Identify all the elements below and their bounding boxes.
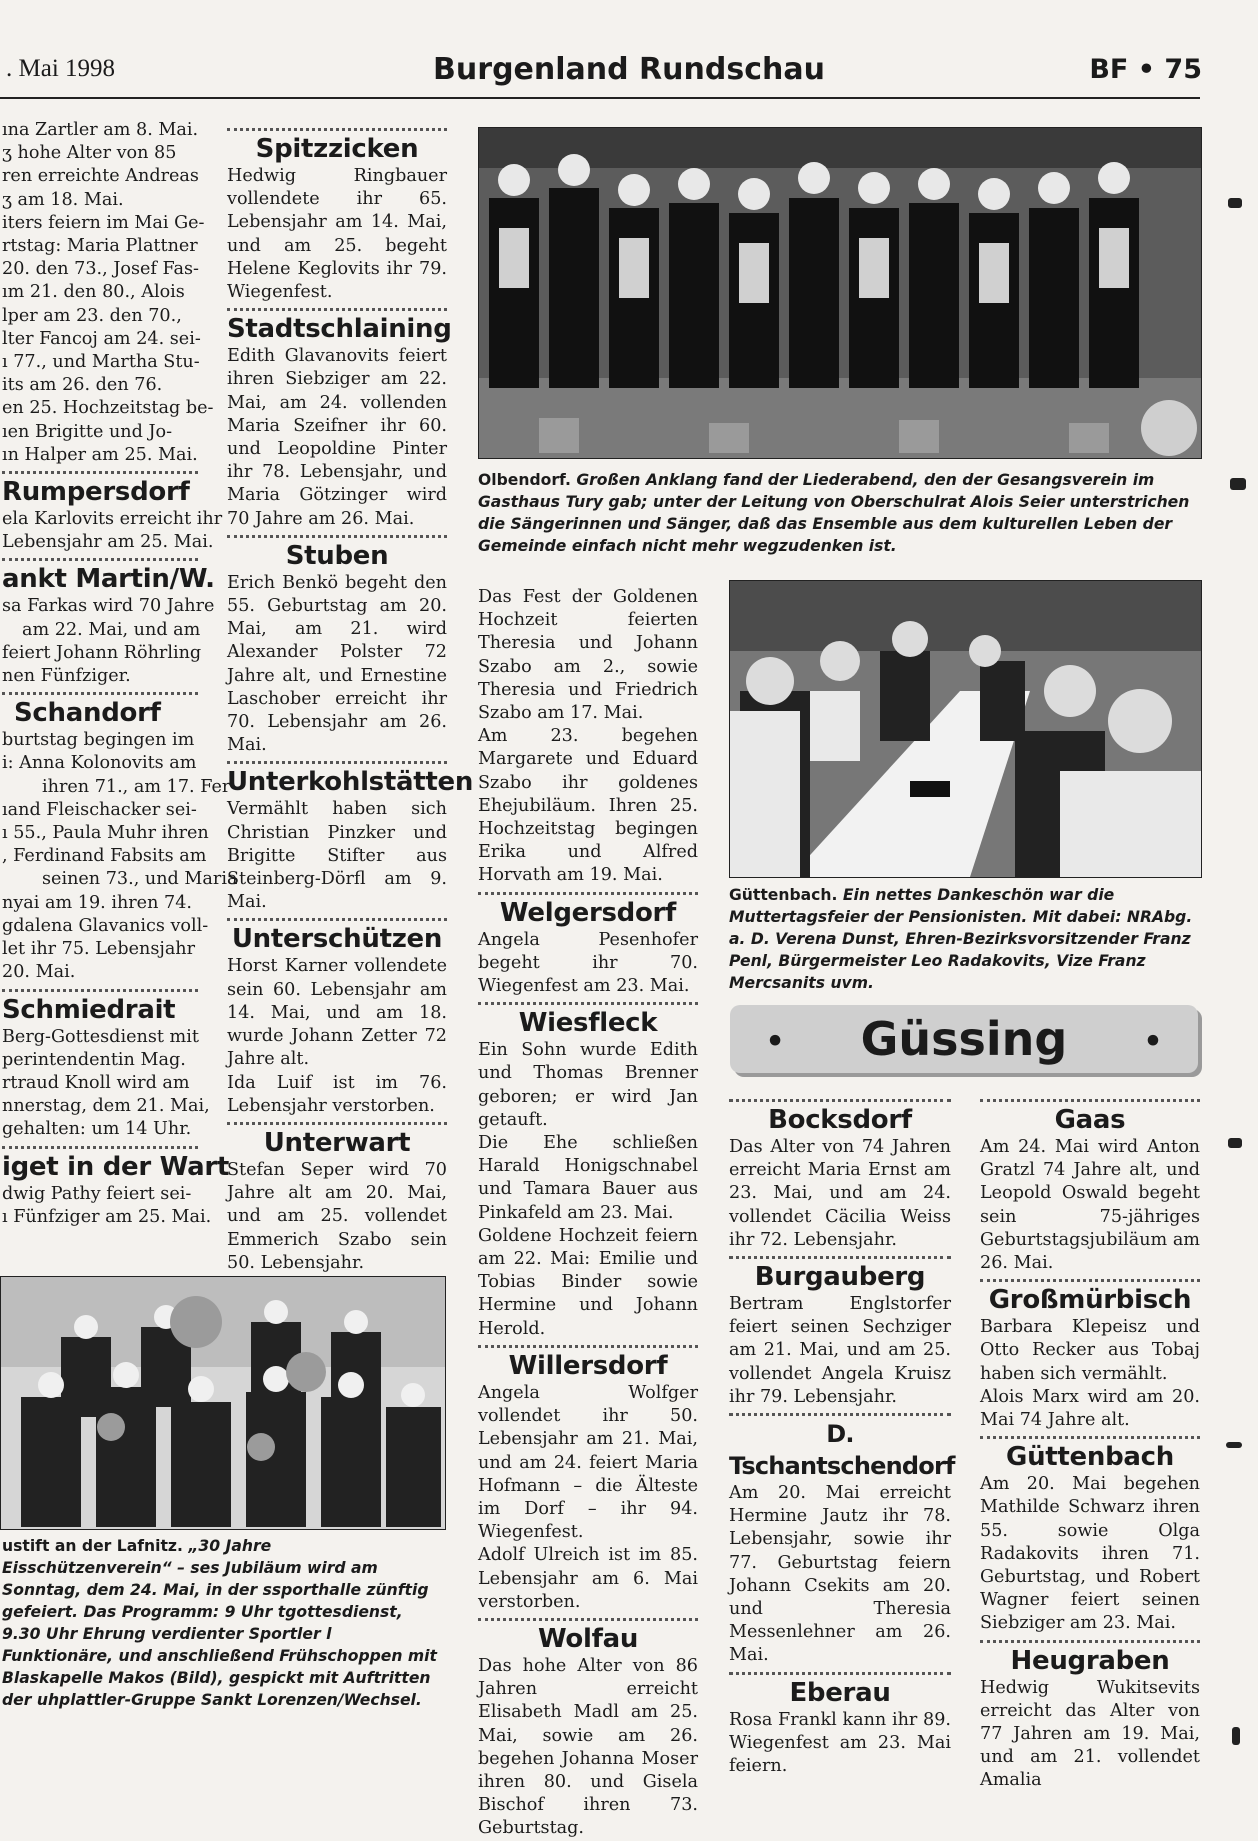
text-line: sa Farkas wird 70 Jahre <box>2 596 215 617</box>
newspaper-title: Burgenland Rundschau <box>433 52 825 87</box>
section-text: Am 20. Mai begehen Mathilde Schwarz ihren 55. sowie Olga Radakovits ihren 71. Geburtstag, und Robert Wagner feiert seinen Siebziger am 23. Mai. <box>980 1474 1200 1634</box>
text-line: ʒ am 18. Mai. <box>2 189 124 210</box>
text-line: ʒ hohe Alter von 85 <box>2 143 177 164</box>
text-line: its am 26. den 76. <box>2 375 163 396</box>
section-title: Schandorf <box>14 698 161 729</box>
text-line: nen Fünfziger. <box>2 666 131 687</box>
text-line: i: Anna Kolonovits am <box>2 753 197 774</box>
section-divider <box>227 761 447 764</box>
section-text: Rosa Frankl kann ihr 89. Wiegenfest am 23. Mai feiern. <box>729 1709 951 1777</box>
pensioners-illustration <box>730 581 1201 877</box>
section-title: Stadtschlaining <box>227 314 452 345</box>
text-line: rtraud Knoll wird am <box>2 1072 190 1093</box>
banner-title: Güssing <box>860 1012 1068 1066</box>
section-title: Welgersdorf <box>499 897 677 928</box>
text-line: iters feiern im Mai Ge- <box>2 212 205 233</box>
caption-lafnitz <box>2 1535 446 1711</box>
text-line: feiert Johann Röhrling <box>2 642 202 663</box>
section-title: Bocksdorf <box>768 1105 912 1135</box>
section-text: Barbara Klepeisz und Otto Recker aus Tobaj haben sich vermählt. <box>980 1317 1200 1384</box>
section-divider <box>2 989 198 992</box>
section-text: Hedwig Wukitsevits erreicht das Alter von 77 Jahren am 19. Mai, und am 21. vollendet Amalia <box>980 1677 1200 1791</box>
text-line: ı 55., Paula Muhr ihren <box>2 823 209 844</box>
section-text: Angela Wolfger vollendet ihr 50. Lebensjahr am 21. Mai, und am 24. feiert Maria Hofmann – die Älteste im Dorf – ihr 94. Wiegenfest. <box>478 1382 698 1543</box>
scan-mark <box>1230 478 1246 490</box>
text-line: am 22. Mai, und am <box>22 619 201 640</box>
caption-olbendorf <box>478 469 1203 557</box>
text-line: nyai am 19. ihren 74. <box>2 892 193 913</box>
section-text: Bertram Englstorfer feiert seinen Sechziger am 21. Mai, und am 25. vollendet Angela Kruisz ihr 79. Lebensjahr. <box>729 1294 951 1407</box>
bullet-dot: • <box>765 1024 785 1060</box>
section-text: Edith Glavanovits feiert ihren Siebziger am 22. Mai, am 24. vollenden Maria Szeifner ihr 60. und Leopoldine Pinter ihr 78. Lebensjahr, und Maria Götzinger wird 70 Jahre am 26. Mai. <box>227 346 447 529</box>
bullet-dot: • <box>1143 1024 1163 1060</box>
section-text: Ida Luif ist im 76. Lebensjahr verstorben. <box>227 1072 447 1116</box>
text-line: , Ferdinand Fabsits am <box>2 846 207 867</box>
section-title: Spitzzicken <box>255 134 419 164</box>
section-title: Gaas <box>1054 1105 1126 1135</box>
caption-place: Güttenbach. <box>729 886 838 904</box>
scan-mark <box>1228 1138 1242 1148</box>
text-line: burtstag begingen im <box>2 730 195 751</box>
choir-illustration <box>479 128 1201 458</box>
section-text: Das Fest der Goldenen Hochzeit feierten Theresia und Johann Szabo am 2., sowie Theresia und Friedrich Szabo am 17. Mai. <box>478 587 698 724</box>
district-banner-guessing <box>730 1005 1198 1073</box>
caption-text: Ein nettes Dankeschön war die Muttertagsfeier der Pensionisten. Mit dabei: NRAbg. a. D. Verena Dunst, Ehren-Bezirksvorsitzender Franz Penl, Bürgermeister Leo Radakovits, Vize Franz Mercsanits uvm. <box>729 886 1193 992</box>
text-line: ına Zartler am 8. Mai. <box>2 120 199 140</box>
section-text: Die Ehe schließen Harald Honigschnabel und Tamara Bauer aus Pinkafeld am 23. Mai. <box>478 1133 698 1223</box>
text-line: Lebensjahr am 25. Mai. <box>2 532 214 553</box>
text-line: 20. Mai. <box>2 962 76 983</box>
text-line: lper am 23. den 70., <box>2 305 182 326</box>
text-line: gdalena Glavanics voll- <box>2 915 209 936</box>
column-3 <box>478 586 698 1841</box>
section-title: Unterwart <box>263 1127 411 1158</box>
photo-brass-band <box>0 1276 446 1530</box>
section-divider <box>227 1122 447 1125</box>
section-title: Wiesfleck <box>518 1008 658 1039</box>
text-line: gehalten: um 14 Uhr. <box>2 1119 192 1140</box>
text-line: dwig Pathy feiert sei- <box>2 1183 192 1204</box>
section-text: Angela Pesenhofer begeht ihr 70. Wiegenfest am 23. Mai. <box>478 929 698 997</box>
section-text: Goldene Hochzeit feiern am 22. Mai: Emilie und Tobias Binder sowie Hermine und Johann Herold. <box>478 1225 698 1339</box>
section-text: Ein Sohn wurde Edith und Thomas Brenner geboren; er wird Jan getauft. <box>478 1040 698 1130</box>
section-text: Das Alter von 74 Jahren erreicht Maria Ernst am 23. Mai, und am 24. vollendet Cäcilia Weiss ihr 72. Lebensjahr. <box>729 1137 951 1250</box>
section-title: Heugraben <box>1010 1645 1170 1676</box>
section-text: Am 24. Mai wird Anton Gratzl 74 Jahre alt, und Leopold Oswald begeht sein 75-jähriges Geburtstagsjubiläum am 26. Mai. <box>980 1137 1200 1274</box>
scan-mark <box>1228 198 1242 208</box>
section-title: Unterschützen <box>231 924 443 955</box>
section-title: Burgauberg <box>754 1262 926 1293</box>
section-divider <box>980 1436 1200 1439</box>
section-text: Horst Karner vollendete sein 60. Lebensjahr am 14. Mai, und am 18. wurde Johann Zetter 72 Jahre alt. <box>227 956 447 1070</box>
column-4 <box>729 1099 955 1778</box>
photo-choir-olbendorf <box>478 127 1202 459</box>
text-line: ıen Brigitte und Jo- <box>2 421 173 442</box>
text-line: ihren 71., am 17. Fer- <box>42 776 237 797</box>
section-text: Hedwig Ringbauer vollendete ihr 65. Lebensjahr am 14. Mai, und am 25. begeht Helene Keglovits ihr 79. Wiegenfest. <box>227 166 447 303</box>
section-divider <box>478 1618 698 1621</box>
section-divider <box>2 692 198 695</box>
section-divider <box>729 1256 951 1259</box>
section-title: Großmürbisch <box>988 1285 1192 1316</box>
section-divider <box>980 1279 1200 1282</box>
section-text: Alois Marx wird am 20. Mai 74 Jahre alt. <box>980 1386 1200 1431</box>
scan-mark <box>1232 1727 1240 1745</box>
section-title: Stuben <box>285 540 389 571</box>
photo-guettenbach-pensioners <box>729 580 1202 878</box>
section-divider <box>2 558 198 561</box>
header-rule <box>0 97 1200 99</box>
column-1 <box>2 119 238 1229</box>
caption-guettenbach <box>729 884 1203 994</box>
text-line: 20. den 73., Josef Fas- <box>2 259 200 280</box>
section-title: iget in der Wart <box>2 1151 229 1182</box>
text-line: ın Halper am 25. Mai. <box>2 444 198 465</box>
section-divider <box>478 1002 698 1005</box>
section-title: Schmiedrait <box>2 994 176 1025</box>
section-divider <box>729 1413 951 1416</box>
section-text: Am 20. Mai erreicht Hermine Jautz ihr 78. Lebensjahr, sowie ihr 77. Geburtstag feiern Johann Csekits am 20. und Theresia Messenlehner am 26. Mai. <box>729 1483 951 1666</box>
column-2 <box>227 128 474 1275</box>
text-line: ıand Fleischacker sei- <box>2 799 197 820</box>
section-title: Willersdorf <box>508 1350 668 1381</box>
text-line: let ihr 75. Lebensjahr <box>2 939 196 960</box>
text-line: perintendentin Mag. <box>2 1049 186 1070</box>
column-5 <box>980 1099 1200 1793</box>
col1-intro <box>2 119 214 467</box>
section-divider <box>980 1099 1200 1102</box>
text-line: ela Karlovits erreicht ihr <box>2 509 223 530</box>
text-line: ı 77., und Martha Stu- <box>2 352 200 373</box>
section-text: Erich Benkö begeht den 55. Geburtstag am 20. Mai, am 21. wird Alexander Polster 72 Jahre alt, und Ernestine Laschober erreicht ihr 70. Lebensjahr am 26. Mai. <box>227 572 447 756</box>
text-line: ren erreichte Andreas <box>2 166 199 187</box>
section-title: Güttenbach <box>1006 1442 1174 1473</box>
section-text: Adolf Ulreich ist im 85. Lebensjahr am 6. Mai verstorben. <box>478 1545 698 1612</box>
text-line: seinen 73., und Maria <box>42 869 238 890</box>
section-divider <box>729 1099 951 1102</box>
section-text: Am 23. begehen Margarete und Eduard Szabo ihr goldenes Ehejubiläum. Ihren 25. Hochzeitstag begingen Erika und Alfred Horvath am 19. Mai. <box>478 726 698 886</box>
text-line: en 25. Hochzeitstag be- <box>2 398 214 419</box>
text-line: nnerstag, dem 21. Mai, <box>2 1096 210 1117</box>
text-line: lter Fancoj am 24. sei- <box>2 328 201 349</box>
section-divider <box>227 308 447 311</box>
text-line: ım 21. den 80., Alois <box>2 282 185 303</box>
page-number: BF • 75 <box>1089 54 1202 85</box>
caption-place: ustift an der Lafnitz. <box>2 1537 183 1555</box>
section-text: Stefan Seper wird 70 Jahre alt am 20. Mai, und am 25. vollendet Emmerich Szabo sein 50. Lebensjahr. <box>227 1159 447 1273</box>
section-text: Das hohe Alter von 86 Jahren erreicht Elisabeth Madl am 25. Mai, sowie am 26. begehen Johanna Moser ihren 80. und Gisela Bischof ihren 73. Geburtstag. <box>478 1655 698 1839</box>
section-title: ankt Martin/W. <box>2 564 215 595</box>
caption-text: Großen Anklang fand der Liederabend, den der Gesangsverein im Gasthaus Tury gab; unter der Leitung von Oberschulrat Alois Seier unterstrichen die Sängerinnen und Sänger, daß das Ensemble aus dem kulturellen Leben der Gemeinde einfach nicht mehr wegzudenken ist. <box>478 471 1190 555</box>
section-title: Eberau <box>789 1677 891 1708</box>
section-divider <box>478 892 698 895</box>
section-divider <box>2 471 198 474</box>
brass-band-illustration <box>1 1277 445 1529</box>
text-line: rtstag: Maria Plattner <box>2 236 198 257</box>
text-line: Berg-Gottesdienst mit <box>2 1026 199 1047</box>
section-divider <box>729 1672 951 1675</box>
caption-text: „30 Jahre Eisschützenverein“ – ses Jubiläum wird am Sonntag, dem 24. Mai, in der ssporthalle zünftig gefeiert. Das Programm: 9 Uhr tgottesdienst, 9.30 Uhr Ehrung verdienter Sportler l Funktionäre, und anschließend Frühschoppen mit Blaskapelle Makos (Bild), gespickt mit Auftritten der uhplattler-Gruppe Sankt Lorenzen/Wechsel. <box>2 1537 437 1709</box>
section-divider <box>478 1345 698 1348</box>
section-title: Wolfau <box>537 1623 639 1654</box>
section-divider <box>227 128 447 131</box>
section-title: Rumpersdorf <box>2 477 190 508</box>
text-line: ı Fünfziger am 25. Mai. <box>2 1206 212 1227</box>
section-divider <box>227 535 447 538</box>
section-title: D. Tschantschendorf <box>729 1420 955 1481</box>
section-title: Unterkohlstätten <box>227 767 474 798</box>
scan-mark <box>1226 1442 1242 1448</box>
issue-date: . Mai 1998 <box>6 55 116 82</box>
section-text: Vermählt haben sich Christian Pinzker und Brigitte Stifter aus Steinberg-Dörfl am 9. Mai. <box>227 799 447 913</box>
section-divider <box>980 1640 1200 1643</box>
section-divider <box>227 918 447 921</box>
caption-place: Olbendorf. <box>478 471 571 489</box>
section-divider <box>2 1146 198 1149</box>
